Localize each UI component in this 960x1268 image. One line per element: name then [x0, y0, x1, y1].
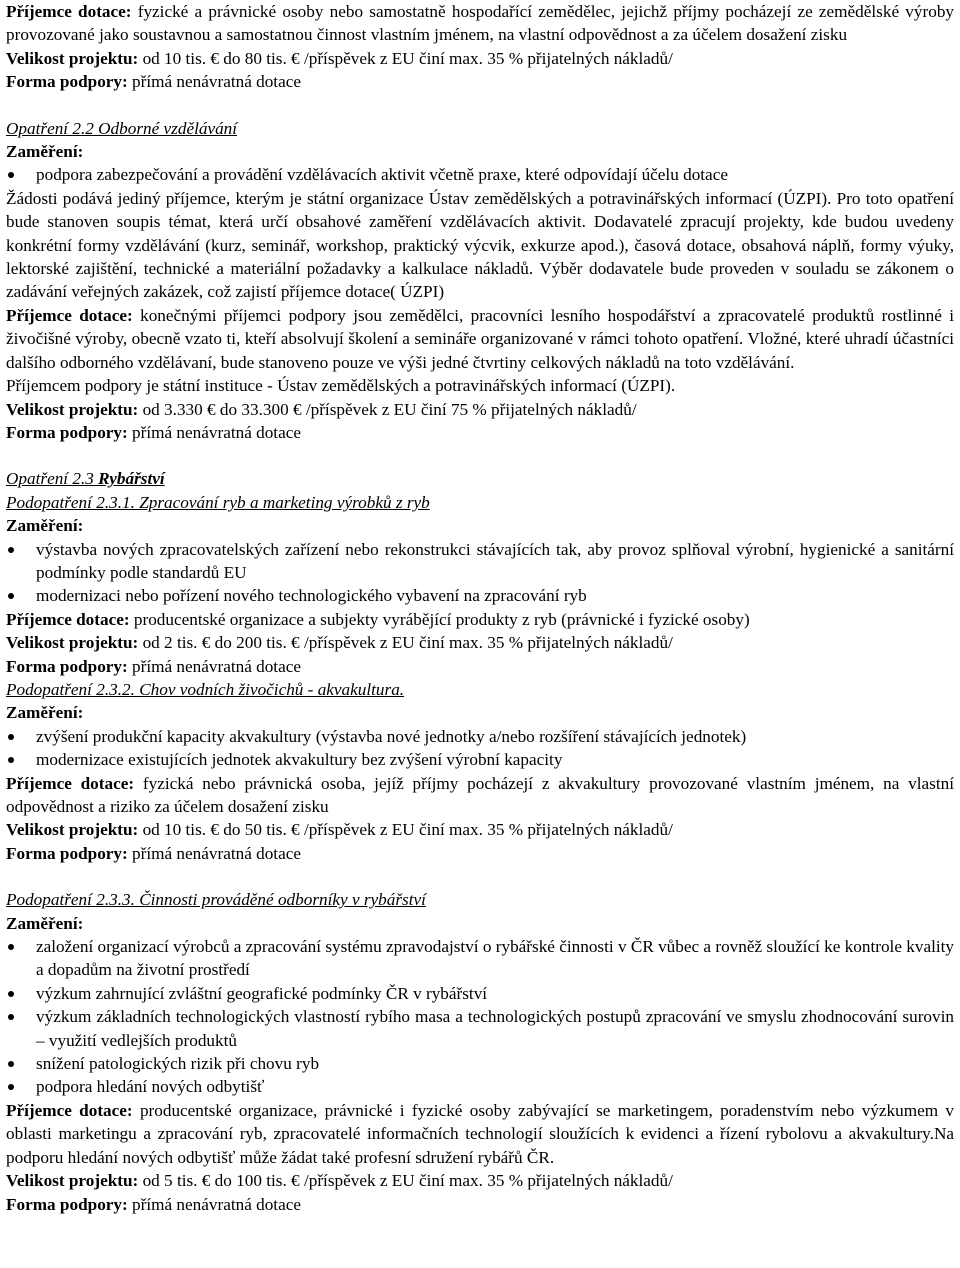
support-form-line [6, 70, 954, 93]
support-form-line [6, 655, 954, 678]
focus-label: Zaměření: [6, 913, 84, 933]
bullet-list [6, 935, 954, 1099]
support-form-label: Forma podpory: [6, 422, 128, 442]
body-paragraph: Příjemcem podpory je státní instituce - Ústav zemědělských a potravinářských informací (ÚZPI). [6, 376, 676, 396]
recipient-paragraph [6, 1099, 954, 1169]
project-size-label: Velikost projektu: [6, 633, 139, 653]
list-item: založení organizací výrobců a zpracování systému zpravodajství o rybářské činnosti v ČR vůbec a rovněž sloužící ke kontrole kvality a dopadům na životní prostředí [6, 935, 954, 982]
support-form-line [6, 842, 954, 865]
support-form-text: přímá nenávratná dotace [127, 72, 301, 92]
section-heading-2-2 [6, 117, 954, 140]
bullet-list [6, 163, 954, 186]
focus-label: Zaměření: [6, 703, 84, 723]
project-size-line [6, 631, 954, 654]
recipient-text: producentské organizace, právnické i fyzické osoby zabývající se marketingem, poradenstvím nebo výzkumem v oblasti marketingu a zpracování ryb, zpracovatelé informačních technologií sloužících k evidenci a řízení rybolovu a akvakultury.Na podporu hledání nových odbytišť může žádat také profesní sdružení rybářů ČR. [6, 1100, 954, 1167]
project-size-label: Velikost projektu: [6, 399, 139, 419]
recipient-label: Příjemce dotace: [6, 1100, 133, 1120]
support-form-text: přímá nenávratná dotace [127, 1194, 301, 1214]
list-item: výstavba nových zpracovatelských zařízení nebo rekonstrukci stávajících tak, aby provoz splňoval výrobní, hygienické a sanitární podmínky podle standardů EU [6, 538, 954, 585]
heading-prefix: Opatření 2 [6, 118, 81, 138]
recipient-label: Příjemce dotace: [6, 2, 132, 21]
support-form-text: přímá nenávratná dotace [127, 656, 301, 676]
support-form-label: Forma podpory: [6, 1194, 128, 1214]
project-size-label: Velikost projektu: [6, 1171, 139, 1191]
list-item: modernizaci nebo pořízení nového technologického vybavení na zpracování ryb [6, 584, 954, 607]
support-form-label: Forma podpory: [6, 72, 128, 92]
focus-label: Zaměření: [6, 516, 84, 536]
recipient-text: producentské organizace a subjekty vyrábějící produkty z ryb (právnické i fyzické osoby) [129, 609, 750, 629]
recipient-text: fyzická nebo právnická osoba, jejíž příjmy pocházejí z akvakultury provozované vlastním jménem, na vlastní odpovědnost a riziko za účelem dosažení zisku [6, 773, 954, 816]
list-item: výzkum zahrnující zvláštní geografické podmínky ČR v rybářství [6, 982, 954, 1005]
recipient-label: Příjemce dotace: [6, 305, 133, 325]
list-item: podpora zabezpečování a provádění vzdělávacích aktivit včetně praxe, které odpovídají účelu dotace [6, 163, 954, 186]
heading-prefix: Opatření 2.3 [6, 469, 99, 489]
bullet-list [6, 538, 954, 608]
support-form-text: přímá nenávratná dotace [127, 422, 301, 442]
project-size-line [6, 47, 954, 70]
support-form-line [6, 421, 954, 444]
project-size-line [6, 818, 954, 841]
list-item: zvýšení produkční kapacity akvakultury (výstavba nové jednotky a/nebo rozšíření stávajících jednotek) [6, 725, 954, 748]
list-item: podpora hledání nových odbytišť [6, 1075, 954, 1098]
list-item: snížení patologických rizik při chovu ryb [6, 1052, 954, 1075]
subsection-heading-2-3-2: Podopatření 2.3.2. Chov vodních živočichů - akvakultura. [6, 679, 405, 699]
subsection-heading-2-3-3: Podopatření 2.3.3. Činnosti prováděné odborníky v rybářství [6, 890, 426, 910]
recipient-paragraph [6, 0, 954, 47]
recipient-text: konečnými příjemci podpory jsou zemědělci, pracovníci lesního hospodářství a zpracovatelé produktů rostlinné i živočišné výroby, obecně vzato ti, kteří absolvují školení a semináře organizované v rámci tohoto opatření. Vložné, které uhradí účastníci dalšího odborného vzdělávaní, bude stanoveno pouze ve výši jedné čtvrtiny celkových nákladů na toto vzdělávání. [6, 305, 955, 372]
recipient-label: Příjemce dotace: [6, 609, 130, 629]
project-size-line [6, 1169, 954, 1192]
support-form-label: Forma podpory: [6, 843, 128, 863]
support-form-line [6, 1193, 954, 1216]
subsection-heading-2-3-1: Podopatření 2.3.1. Zpracování ryb a marketing výrobků z ryb [6, 492, 430, 512]
project-size-label: Velikost projektu: [6, 820, 139, 840]
project-size-text: od 10 tis. € do 80 tis. € /příspěvek z EU činí max. 35 % přijatelných nákladů/ [138, 48, 673, 68]
project-size-text: od 10 tis. € do 50 tis. € /příspěvek z EU činí max. 35 % přijatelných nákladů/ [138, 820, 673, 840]
focus-label: Zaměření: [6, 142, 84, 162]
heading-rest: .2 Odborné vzdělávání [80, 118, 238, 138]
support-form-text: přímá nenávratná dotace [127, 843, 301, 863]
body-paragraph: Žádosti podává jediný příjemce, kterým je státní organizace Ústav zemědělských a potravinářských informací (ÚZPI). Pro toto opatření bude stanoven soupis témat, která určí obsahové zaměření vzdělávacích aktivit. Dodavatelé zpracují projekty, kde budou uvedeny konkrétní formy vzdělávání (kurz, seminář, workshop, praktický výcvik, exkurze apod.), časová dotace, obsahová náplň, formy výuky, lektorské zajištění, technické a materiální požadavky a kalkulace nákladů. Výběr dodavatele bude proveden v souladu se zákonem o zadávání veřejných zakázek, což zajistí příjemce dotace( ÚZPI) [6, 188, 954, 302]
recipient-paragraph [6, 608, 954, 631]
recipient-label: Příjemce dotace: [6, 773, 135, 793]
heading-rest: Rybářství [98, 469, 165, 489]
bullet-list [6, 725, 954, 772]
recipient-paragraph [6, 304, 954, 374]
project-size-text: od 2 tis. € do 200 tis. € /příspěvek z EU činí max. 35 % přijatelných nákladů/ [138, 633, 673, 653]
project-size-line [6, 398, 954, 421]
recipient-text: fyzické a právnické osoby nebo samostatně hospodařící zemědělec, jejichž příjmy pocházejí ze zemědělské výroby provozované jako soustavnou a samostatnou činnost vlastním jménem, na vlastní odpovědnost a za účelem dosažení zisku [6, 2, 955, 45]
list-item: modernizace existujících jednotek akvakultury bez zvýšení výrobní kapacity [6, 748, 954, 771]
project-size-text: od 3.330 € do 33.300 € /příspěvek z EU činí 75 % přijatelných nákladů/ [138, 399, 637, 419]
project-size-label: Velikost projektu: [6, 48, 139, 68]
list-item: výzkum základních technologických vlastností rybího masa a technologických postupů zpracování ve smyslu zhodnocování surovin – využití vedlejších produktů [6, 1005, 954, 1052]
support-form-label: Forma podpory: [6, 656, 128, 676]
project-size-text: od 5 tis. € do 100 tis. € /příspěvek z EU činí max. 35 % přijatelných nákladů/ [138, 1171, 673, 1191]
recipient-paragraph [6, 772, 954, 819]
section-heading-2-3 [6, 467, 954, 490]
